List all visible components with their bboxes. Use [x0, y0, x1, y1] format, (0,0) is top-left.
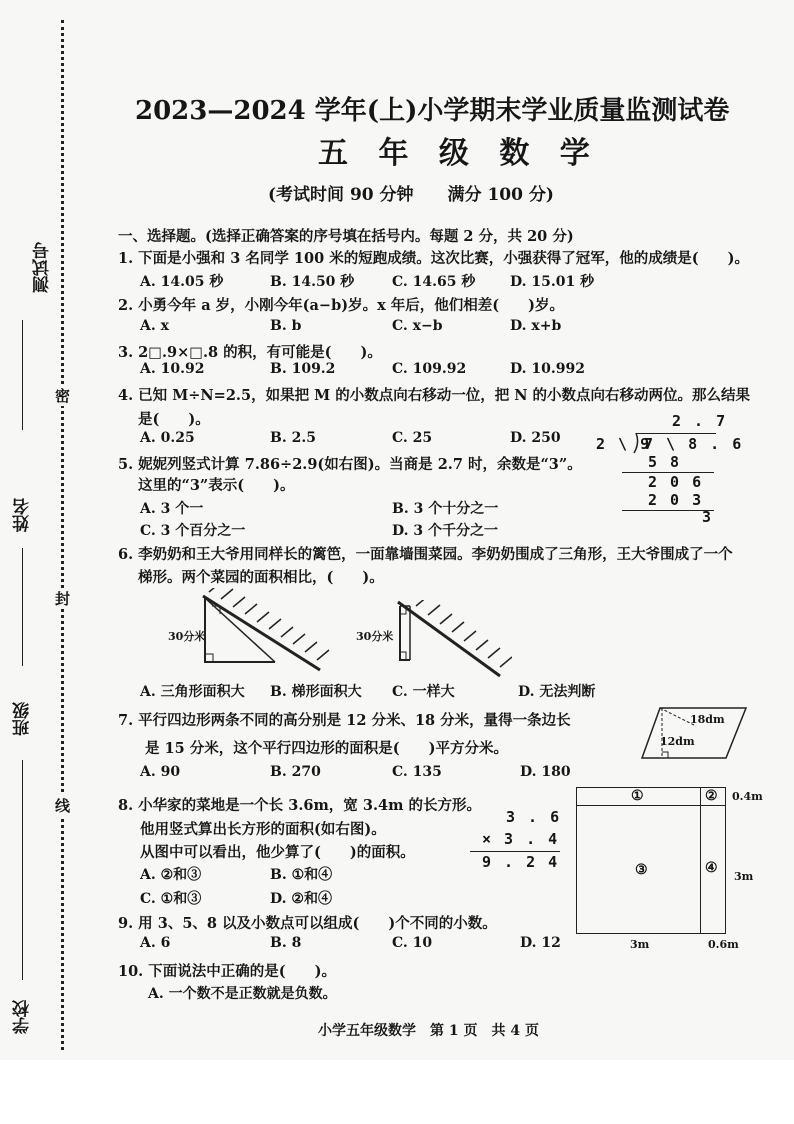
q5-row1: 5 8: [648, 453, 682, 471]
q5-stem-line2: 这里的“3”表示( )。: [138, 477, 295, 494]
q7-option-a: A. 90: [140, 764, 181, 780]
q1-option-d: D. 15.01 秒: [510, 274, 595, 290]
field-test-number-label: 测试号: [33, 242, 53, 293]
seal-char-xian: 线: [55, 797, 71, 815]
q6-option-b: B. 梯形面积大: [270, 684, 362, 700]
q5-stem-line1: 5. 妮妮列竖式计算 7.86÷2.9(如右图)。当商是 2.7 时，余数是“3”。: [118, 456, 582, 473]
q5-remainder: 3: [702, 508, 714, 526]
q7-stem-line1: 7. 平行四边形两条不同的高分别是 12 分米、18 分米，量得一条边长: [118, 712, 571, 729]
q7-height-18: 18dm: [690, 713, 725, 726]
field-name-line: [22, 548, 23, 666]
q1-stem: 1. 下面是小强和 3 名同学 100 米的短跑成绩。这次比赛，小强获得了冠军，他的成绩是( )。: [118, 250, 749, 267]
q1-option-a: A. 14.05 秒: [140, 274, 224, 290]
q8-dim-top-right: 0.4m: [732, 790, 763, 803]
q8-calc-result: 9 . 2 4: [482, 853, 560, 871]
q9-option-b: B. 8: [270, 935, 302, 951]
section-heading: 一、选择题。(选择正确答案的序号填在括号内。每题 2 分，共 20 分): [118, 228, 574, 245]
q8-dim-side: 3m: [734, 870, 754, 883]
q8-stem-line3: 从图中可以看出，他少算了( )的面积。: [140, 844, 415, 861]
q8-divider-vertical: [700, 788, 701, 933]
q3-option-a: A. 10.92: [140, 361, 205, 377]
q4-option-b: B. 2.5: [270, 430, 316, 446]
field-school-label: 学校: [13, 1000, 33, 1034]
seal-char-mi: 密: [55, 387, 71, 405]
q7-option-b: B. 270: [270, 764, 321, 780]
seal-char-feng: 封: [55, 590, 71, 608]
q5-bracket-top: [636, 433, 716, 434]
q8-stem-line2: 他用竖式算出长方形的面积(如右图)。: [140, 821, 386, 838]
q5-row3: 2 0 3: [648, 491, 704, 509]
q8-option-c: C. ①和③: [140, 891, 202, 907]
q2-option-c: C. x−b: [392, 318, 443, 334]
q9-option-c: C. 10: [392, 935, 433, 951]
q8-dim-bottom: 3m: [630, 938, 650, 951]
q3-option-b: B. 109.2: [270, 361, 336, 377]
q8-calc-line: [470, 851, 560, 852]
q5-option-c: C. 3 个百分之一: [140, 523, 246, 539]
q6-option-d: D. 无法判断: [518, 684, 596, 700]
q6-option-a: A. 三角形面积大: [140, 684, 245, 700]
q5-quotient: 2 . 7: [672, 412, 728, 430]
q4-option-d: D. 250: [510, 430, 561, 446]
q2-option-a: A. x: [140, 318, 169, 334]
q8-divider-horizontal: [577, 805, 725, 806]
q9-option-a: A. 6: [140, 935, 171, 951]
q6-option-c: C. 一样大: [392, 684, 455, 700]
q4-option-a: A. 0.25: [140, 430, 195, 446]
q8-calc-mul: × 3 . 4: [482, 830, 560, 848]
q8-region-3: ③: [635, 862, 648, 878]
q1-option-c: C. 14.65 秒: [392, 274, 476, 290]
q2-stem: 2. 小勇今年 a 岁，小刚今年(a−b)岁。x 年后，他们相差( )岁。: [118, 297, 564, 314]
binding-dotted-line: [61, 20, 64, 1050]
q8-area-diagram: [576, 787, 726, 934]
q3-stem: 3. 2□.9×□.8 的积，有可能是( )。: [118, 344, 382, 361]
q8-option-d: D. ②和④: [270, 891, 332, 907]
q6-trapezoid-figure: [382, 600, 512, 680]
q3-option-d: D. 10.992: [510, 361, 585, 377]
q1-option-b: B. 14.50 秒: [270, 274, 355, 290]
field-test-number-line: [22, 320, 23, 430]
q5-row2: 2 0 6: [648, 473, 704, 491]
exam-title: 2023—2024 学年(上)小学期末学业质量监测试卷: [135, 96, 730, 126]
q5-option-d: D. 3 个千分之一: [392, 523, 499, 539]
q6-stem-line2: 梯形。两个菜园的面积相比，( )。: [138, 569, 384, 586]
q10-stem: 10. 下面说法中正确的是( )。: [118, 963, 336, 980]
q6-trapezoid-label: 30分米: [356, 630, 394, 643]
field-class-line: [22, 760, 23, 980]
q8-option-b: B. ①和④: [270, 867, 333, 883]
q4-stem-line1: 4. 已知 M÷N=2.5，如果把 M 的小数点向右移动一位，把 N 的小数点向右移动两位。那么结果: [118, 387, 751, 404]
q8-option-a: A. ②和③: [140, 867, 202, 883]
q2-option-d: D. x+b: [510, 318, 562, 334]
q7-height-12: 12dm: [660, 735, 695, 748]
q5-divisor: 2 \ 9: [596, 435, 652, 453]
q7-option-d: D. 180: [520, 764, 571, 780]
q5-option-b: B. 3 个十分之一: [392, 501, 499, 517]
q7-parallelogram-figure: [638, 700, 750, 762]
field-name-label: 姓名: [13, 498, 33, 532]
q5-line2: [622, 510, 714, 511]
q5-option-a: A. 3 个一: [140, 501, 204, 517]
field-class-label: 班级: [13, 702, 33, 736]
q9-option-d: D. 12: [520, 935, 561, 951]
q8-stem-line1: 8. 小华家的菜地是一个长 3.6m，宽 3.4m 的长方形。: [118, 797, 481, 814]
q5-dividend: 7 \ 8 . 6: [644, 435, 744, 453]
q8-region-4: ④: [705, 860, 718, 876]
q10-option-a: A. 一个数不是正数就是负数。: [148, 986, 337, 1002]
q7-stem-line2: 是 15 分米，这个平行四边形的面积是( )平方分米。: [145, 740, 508, 757]
q3-option-c: C. 109.92: [392, 361, 467, 377]
q9-stem: 9. 用 3、5、8 以及小数点可以组成( )个不同的小数。: [118, 915, 497, 932]
q5-long-division: [590, 412, 744, 526]
page-footer: 小学五年级数学 第 1 页 共 4 页: [318, 1023, 539, 1039]
q7-option-c: C. 135: [392, 764, 442, 780]
exam-subject: 五 年 级 数 学: [318, 136, 600, 171]
q6-stem-line1: 6. 李奶奶和王大爷用同样长的篱笆，一面靠墙围菜园。李奶奶围成了三角形，王大爷围成了一个: [118, 546, 733, 563]
q4-stem-line2: 是( )。: [138, 411, 210, 428]
q8-region-2: ②: [705, 788, 718, 804]
q4-option-c: C. 25: [392, 430, 433, 446]
q6-triangle-label: 30分米: [168, 630, 206, 643]
q8-dim-bottom-right: 0.6m: [708, 938, 739, 951]
q8-calc-top: 3 . 6: [506, 808, 562, 826]
exam-info: (考试时间 90 分钟 满分 100 分): [268, 185, 554, 205]
q2-option-b: B. b: [270, 318, 302, 334]
q8-region-1: ①: [631, 788, 644, 804]
